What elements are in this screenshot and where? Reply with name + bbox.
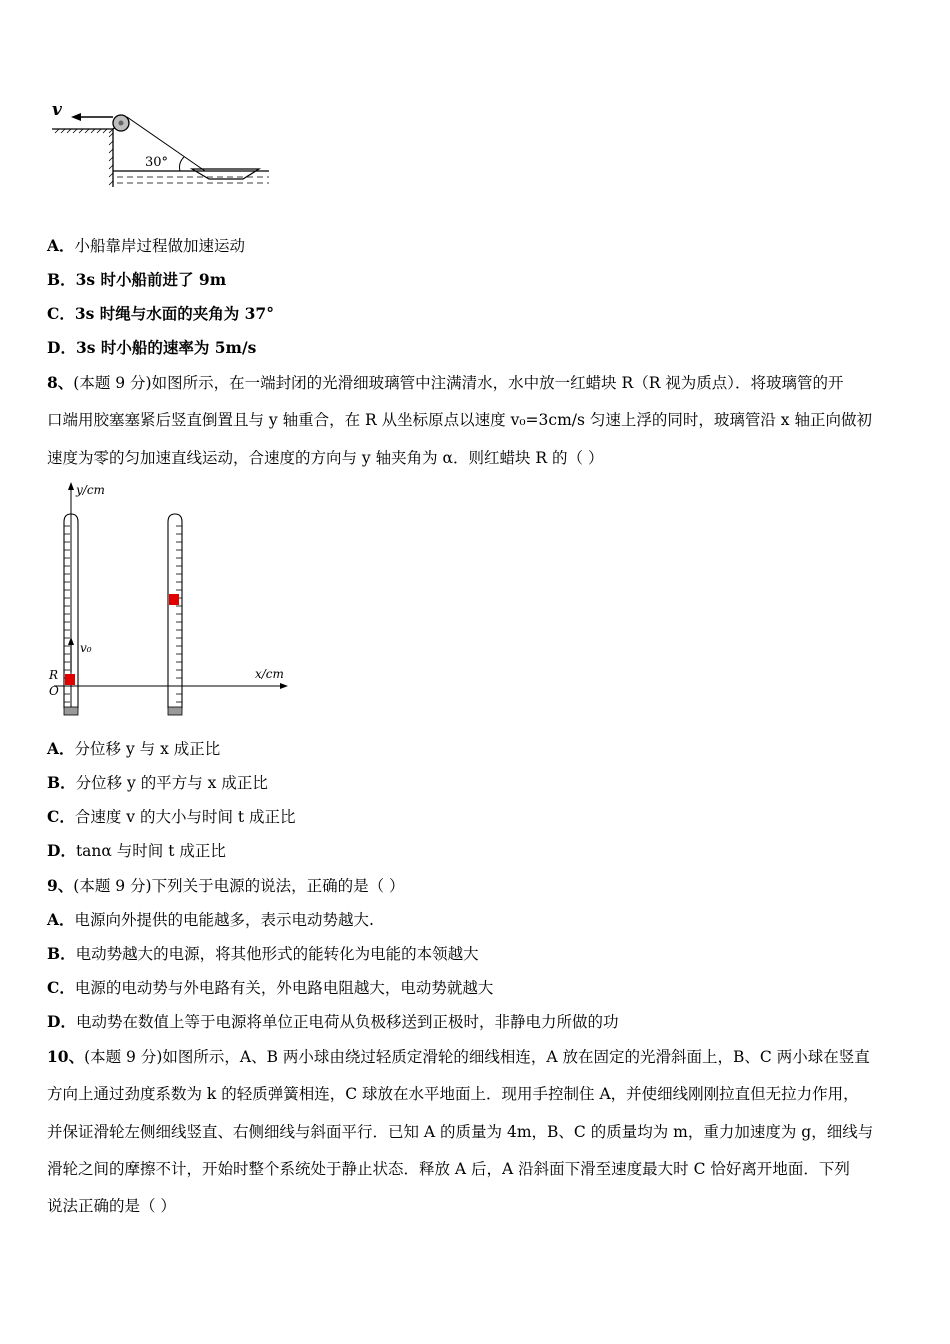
y-axis-label: y/cm: [76, 483, 105, 497]
tube-right-stopper: [168, 707, 182, 715]
q9-option-b: B．电动势越大的电源，将其他形式的能转化为电能的本领越大: [47, 944, 479, 963]
q8-stem-line-3: 速度为零的匀加速直线运动，合速度的方向与 y 轴夹角为 α．则红蜡块 R 的（ ）: [47, 449, 604, 467]
q10-stem-line-5: 说法正确的是（ ）: [47, 1197, 176, 1215]
y-axis-arrowhead: [68, 482, 74, 490]
q8-option-c: C．合速度 v 的大小与时间 t 成正比: [47, 807, 296, 826]
tube-right: [168, 514, 182, 708]
velocity-arrowhead: [71, 113, 81, 121]
x-axis-arrowhead: [280, 683, 288, 689]
q8-option-b: B．分位移 y 的平方与 x 成正比: [47, 773, 268, 792]
q8-stem-line-1: 8、(本题 9 分)如图所示，在一端封闭的光滑细玻璃管中注满清水，水中放一红蜡块 R（R 视为质点）．将玻璃管的开: [47, 373, 844, 392]
q10-stem-line-2: 方向上通过劲度系数为 k 的轻质弹簧相连，C 球放在水平地面上．现用手控制住 A，并使细线刚刚拉直但无拉力作用，: [47, 1085, 859, 1103]
q10-stem-line-1: 10、(本题 9 分)如图所示，A、B 两小球由绕过轻质定滑轮的细线相连，A 放在固定的光滑斜面上，B、C 两小球在竖直: [47, 1047, 870, 1066]
pulley-axle: [119, 121, 124, 126]
q8-option-d: D．tanα 与时间 t 成正比: [47, 841, 226, 860]
q7-option-a: A．小船靠岸过程做加速运动: [47, 236, 246, 255]
q8-stem-line-2: 口端用胶塞塞紧后竖直倒置且与 y 轴重合，在 R 从坐标原点以速度 v₀=3cm/s 匀速上浮的同时，玻璃管沿 x 轴正向做初: [47, 411, 872, 429]
angle-arc: [180, 157, 185, 171]
q9-option-a: A．电源向外提供的电能越多，表示电动势越大.: [47, 910, 374, 929]
tube-left-stopper: [64, 707, 78, 715]
velocity-label: v: [52, 100, 62, 120]
glass-tube-figure: [44, 480, 294, 720]
q9-stem: 9、(本题 9 分)下列关于电源的说法，正确的是（ ）: [47, 876, 405, 895]
angle-label: 30°: [145, 155, 169, 170]
boat-pulley-figure: [47, 95, 277, 195]
tube-right-scale: [176, 526, 182, 702]
v0-label: v₀: [80, 641, 92, 655]
q8-option-a: A．分位移 y 与 x 成正比: [47, 739, 221, 758]
q10-stem-line-4: 滑轮之间的摩擦不计，开始时整个系统处于静止状态．释放 A 后，A 沿斜面下滑至速度最大时 C 恰好离开地面．下列: [47, 1160, 850, 1178]
red-block-left: [65, 674, 75, 685]
q10-stem-line-3: 并保证滑轮左侧细线竖直、右侧细线与斜面平行．已知 A 的质量为 4m，B、C 的质量均为 m，重力加速度为 g，细线与: [47, 1123, 874, 1141]
r-label: R: [49, 668, 59, 682]
q9-option-d: D．电动势在数值上等于电源将单位正电荷从负极移送到正极时，非静电力所做的功: [47, 1012, 619, 1031]
q7-option-c: C．3s 时绳与水面的夹角为 37°: [47, 304, 274, 323]
o-label: O: [49, 684, 59, 698]
red-block-right: [169, 594, 179, 605]
x-axis-label: x/cm: [255, 667, 284, 681]
q7-option-b: B．3s 时小船前进了 9m: [47, 270, 227, 289]
q9-option-c: C．电源的电动势与外电路有关，外电路电阻越大，电动势就越大: [47, 978, 494, 997]
q7-option-d: D．3s 时小船的速率为 5m/s: [47, 338, 257, 357]
